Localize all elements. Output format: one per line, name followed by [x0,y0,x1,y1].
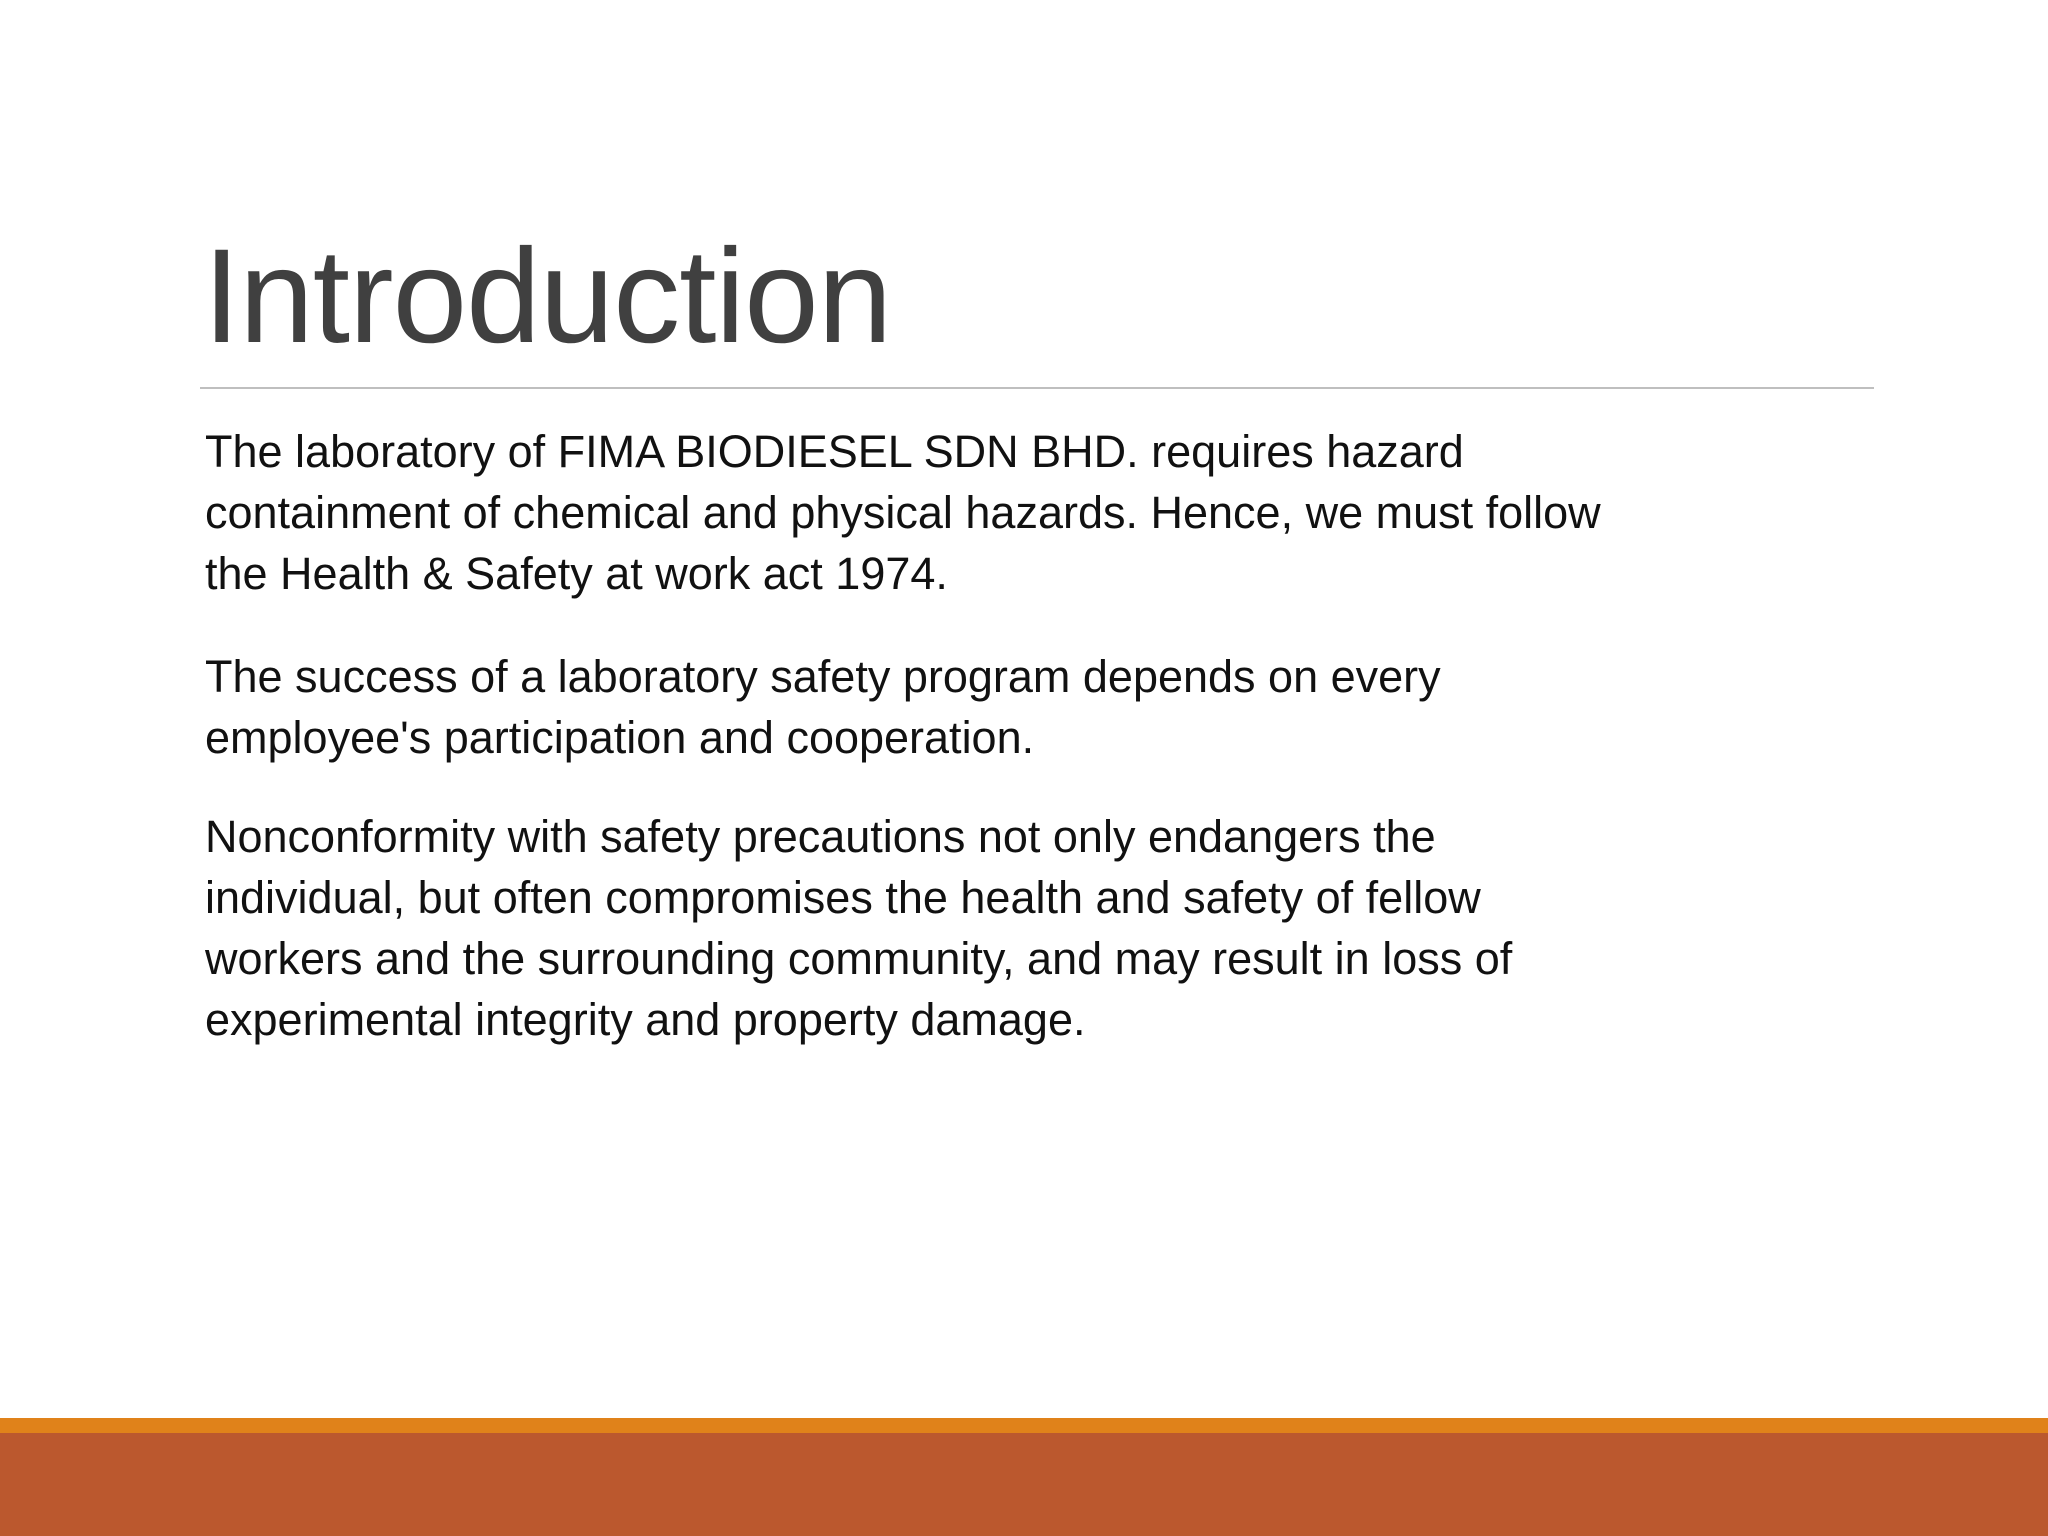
paragraph-line: experimental integrity and property damage. [205,994,1086,1045]
paragraph-line: The laboratory of FIMA BIODIESEL SDN BHD. requires hazard [205,426,1464,477]
paragraph-line: individual, but often compromises the health and safety of fellow [205,872,1481,923]
paragraph-line: the Health & Safety at work act 1974. [205,548,948,599]
title-divider [200,387,1874,389]
paragraph-line: Nonconformity with safety precautions not only endangers the [205,811,1436,862]
paragraph-line: workers and the surrounding community, and may result in loss of [205,933,1513,984]
paragraph-intro [205,421,1601,604]
paragraph-nonconformity [205,806,1512,1050]
paragraph-line: containment of chemical and physical hazards. Hence, we must follow [205,487,1601,538]
footer-accent-stripe [0,1418,2048,1433]
paragraph-success [205,646,1441,768]
paragraph-line: employee's participation and cooperation. [205,712,1035,763]
paragraph-line: The success of a laboratory safety program depends on every [205,651,1441,702]
footer-accent-band [0,1433,2048,1536]
slide-title: Introduction [203,222,892,371]
